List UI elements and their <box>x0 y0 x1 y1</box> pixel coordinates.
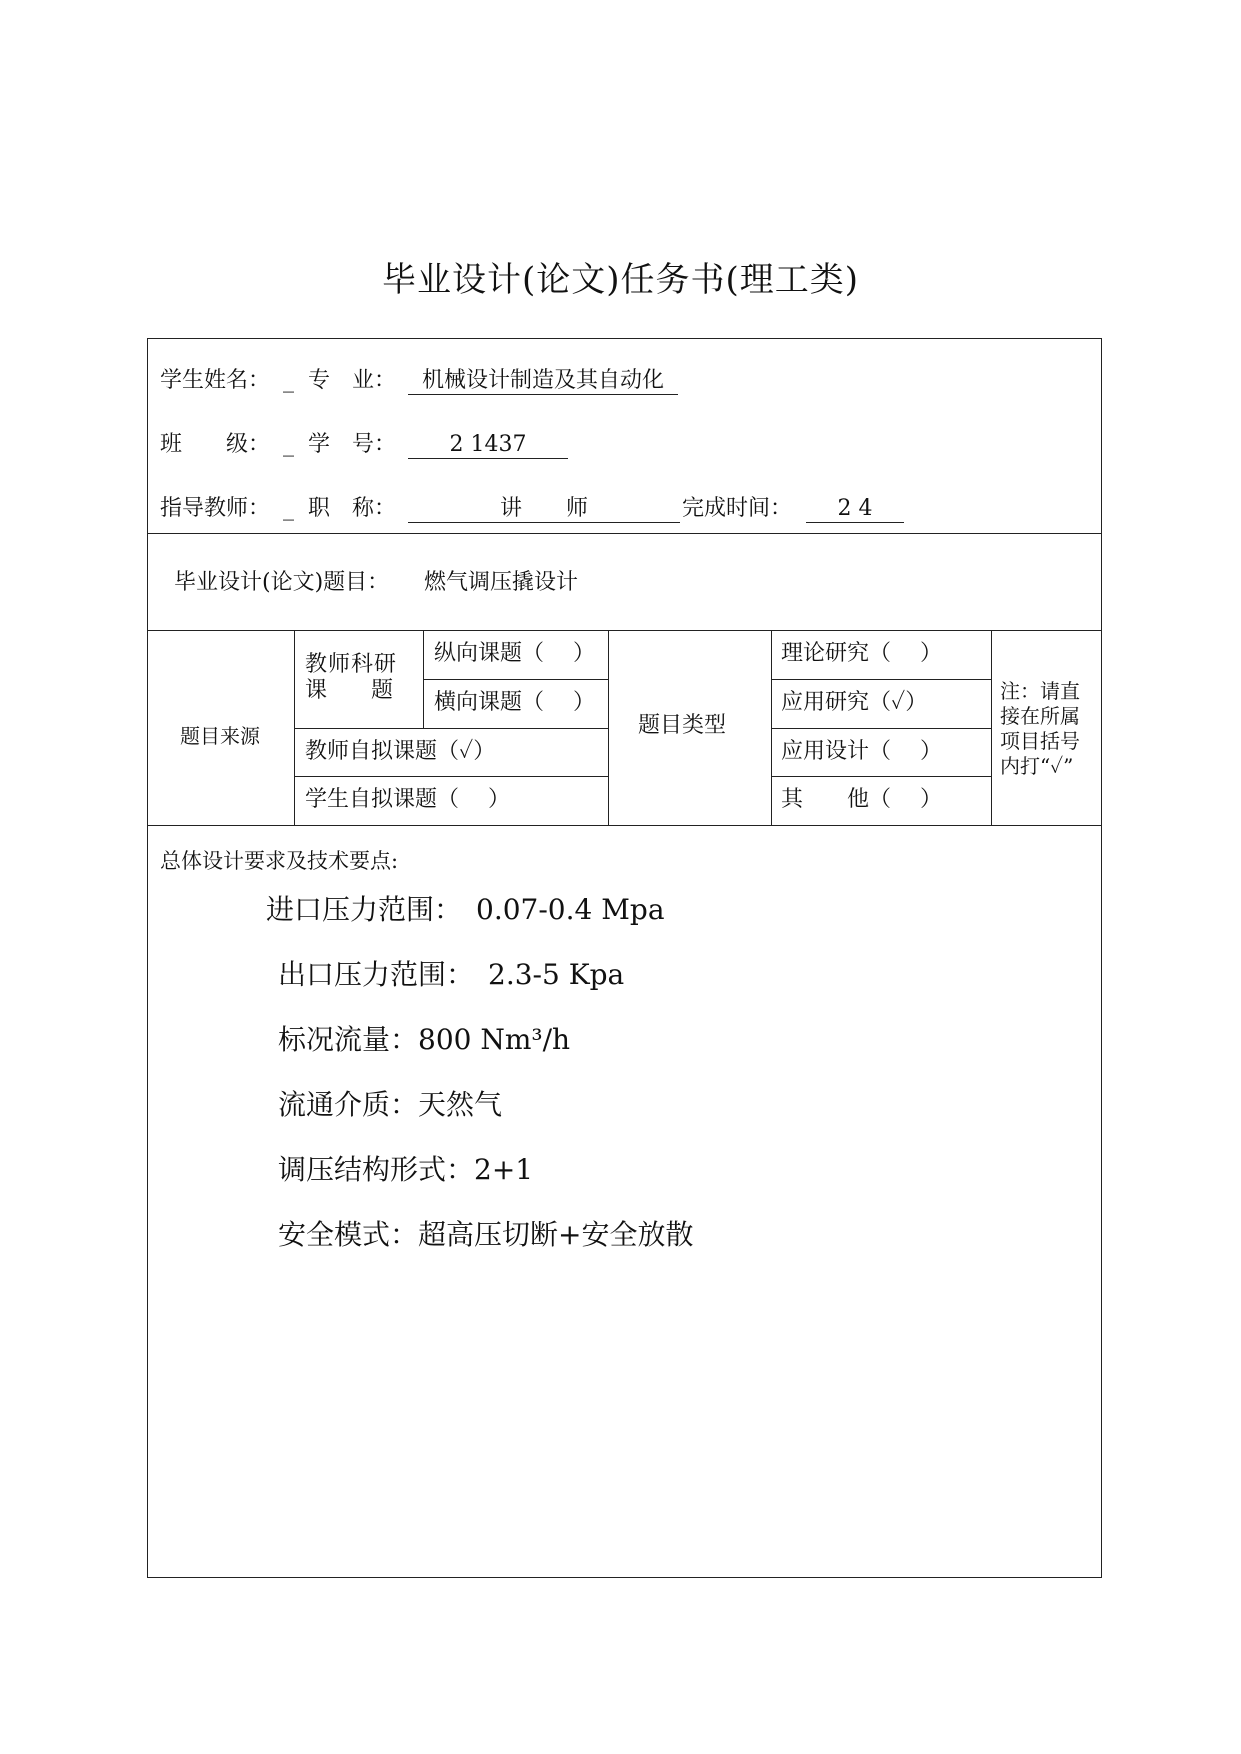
source-header: 题目来源 <box>180 724 260 748</box>
advisor-blank: _ <box>283 496 294 521</box>
col-line-1 <box>294 630 295 825</box>
topic-label: 毕业设计(论文)题目： <box>174 570 390 595</box>
type-header: 题目类型 <box>638 713 727 738</box>
major-value: 机械设计制造及其自动化 <box>408 368 678 395</box>
divider-topic <box>147 630 1102 631</box>
student-self-topic-option: 学生自拟课题（ ） <box>305 787 510 812</box>
teacher-research-label: 教师科研 <box>305 652 398 677</box>
col-line-3 <box>608 630 609 825</box>
divider-type-3 <box>771 776 991 777</box>
finish-label: 完成时间： <box>682 496 793 521</box>
divider-type-2 <box>771 728 991 729</box>
topic-value: 燃气调压撬设计 <box>424 570 579 595</box>
vertical-topic-option: 纵向课题（ ） <box>434 641 595 666</box>
applied-research-option: 应用研究（✓） <box>781 690 928 715</box>
requirement-item: 标况流量：800 Nm³/h <box>278 1023 571 1056</box>
divider-sub-3 <box>294 776 608 777</box>
requirement-item: 出口压力范围： 2.3-5 Kpa <box>278 958 625 991</box>
theory-research-option: 理论研究（ ） <box>781 641 942 666</box>
divider-sub-2 <box>294 728 608 729</box>
other-option: 其 他（ ） <box>781 787 942 812</box>
finish-value: 2 4 <box>806 496 904 523</box>
student-no-label: 学 号： <box>308 432 397 457</box>
requirement-item: 安全模式：超高压切断+安全放散 <box>278 1218 694 1251</box>
requirement-item: 进口压力范围： 0.07-0.4 Mpa <box>266 893 665 926</box>
page-title: 毕业设计(论文)任务书(理工类) <box>381 260 860 300</box>
class-label: 班 级： <box>160 432 271 457</box>
advisor-label: 指导教师： <box>160 496 271 521</box>
major-label: 专 业： <box>308 368 397 393</box>
applied-design-option: 应用设计（ ） <box>781 739 942 764</box>
horizontal-topic-option: 横向课题（ ） <box>434 690 595 715</box>
rank-label: 职 称： <box>308 496 397 521</box>
teacher-research-label-2: 课 题 <box>305 678 394 703</box>
col-line-5 <box>991 630 992 825</box>
divider-info <box>147 533 1102 534</box>
student-name-blank: _ <box>283 368 294 393</box>
requirements-header: 总体设计要求及技术要点: <box>160 849 399 873</box>
teacher-self-topic-option: 教师自拟课题（✓） <box>305 739 496 764</box>
check-note: 注：请直接在所属项目括号内打“✓” <box>1000 679 1080 778</box>
divider-sub-1 <box>423 679 608 680</box>
col-line-4 <box>771 630 772 825</box>
class-blank: _ <box>283 432 294 457</box>
student-no-value: 2 1437 <box>408 432 568 459</box>
requirement-item: 流通介质：天然气 <box>278 1088 503 1121</box>
col-line-2 <box>423 630 424 728</box>
rank-value: 讲 师 <box>408 496 680 523</box>
requirement-item: 调压结构形式：2+1 <box>278 1153 534 1186</box>
divider-type-1 <box>771 679 991 680</box>
student-name-label: 学生姓名： <box>160 368 271 393</box>
divider-source <box>147 825 1102 826</box>
